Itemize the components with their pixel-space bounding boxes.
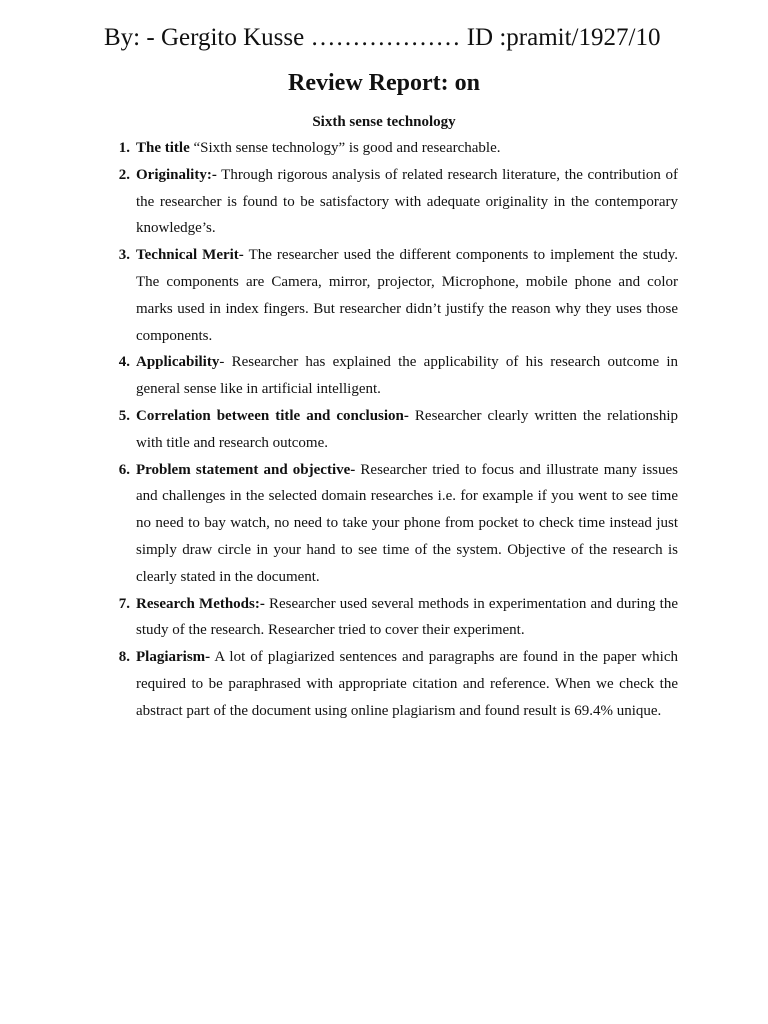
item-label: Originality:- bbox=[136, 166, 217, 183]
item-text: The researcher used the different components to implement the study. The components are Camera, mirror, projector, Microphone, mobile phone and color marks used in index fingers. But researcher didn’t justify the reason why they uses those components. bbox=[136, 247, 678, 344]
list-item bbox=[100, 644, 678, 724]
list-item bbox=[100, 349, 678, 403]
item-number: 1. bbox=[118, 140, 130, 156]
item-text: Researcher tried to focus and illustrate many issues and challenges in the selected domain researches i.e. for example if you went to see time no need to bay watch, no need to take your phone from pocket to check time instead just simply draw circle in your hand to see time of the system. Objective of the research is clearly stated in the document. bbox=[136, 461, 679, 585]
item-text: Through rigorous analysis of related research literature, the contribution of the researcher is found to be satisfactory with adequate originality in the contemporary knowledge’s. bbox=[136, 166, 678, 237]
item-label: Research Methods:- bbox=[136, 595, 265, 612]
item-label: The title bbox=[136, 140, 190, 156]
report-title: Review Report: on bbox=[288, 70, 480, 96]
item-number: 5. bbox=[118, 407, 130, 424]
item-label: Applicability bbox=[136, 354, 220, 371]
review-criteria-list bbox=[100, 135, 678, 725]
item-number: 6. bbox=[118, 461, 130, 478]
item-text: Researcher clearly written the relationship with title and research outcome. bbox=[136, 407, 678, 451]
author-byline: By: - Gergito Kusse ……………… ID :pramit/1927/10 bbox=[104, 24, 661, 51]
list-item bbox=[100, 242, 678, 349]
item-label: Problem statement and objective- bbox=[136, 461, 356, 478]
item-text: - Researcher has explained the applicability of his research outcome in general sense like in artificial intelligent. bbox=[136, 354, 678, 398]
report-subtitle: Sixth sense technology bbox=[312, 114, 456, 130]
list-item bbox=[100, 162, 678, 242]
list-item bbox=[100, 135, 678, 162]
list-item bbox=[100, 591, 678, 645]
item-number: 4. bbox=[118, 354, 130, 371]
item-label: Plagiarism- bbox=[136, 649, 211, 666]
item-number: 3. bbox=[118, 247, 130, 264]
list-item bbox=[100, 457, 678, 591]
item-text: Researcher used several methods in experimentation and during the study of the research. Researcher tried to cover their experiment. bbox=[136, 595, 678, 639]
item-number: 8. bbox=[118, 649, 130, 666]
item-text: A lot of plagiarized sentences and paragraphs are found in the paper which required to be paraphrased with appropriate citation and reference. When we check the abstract part of the document using online plagiarism and found result is 69.4% unique. bbox=[136, 649, 678, 719]
item-number: 7. bbox=[118, 595, 130, 612]
item-label: Correlation between title and conclusion- bbox=[136, 407, 409, 424]
item-label: Technical Merit- bbox=[136, 247, 244, 264]
item-text: “Sixth sense technology” is good and researchable. bbox=[189, 140, 501, 156]
list-item bbox=[100, 403, 678, 457]
item-number: 2. bbox=[118, 166, 130, 183]
